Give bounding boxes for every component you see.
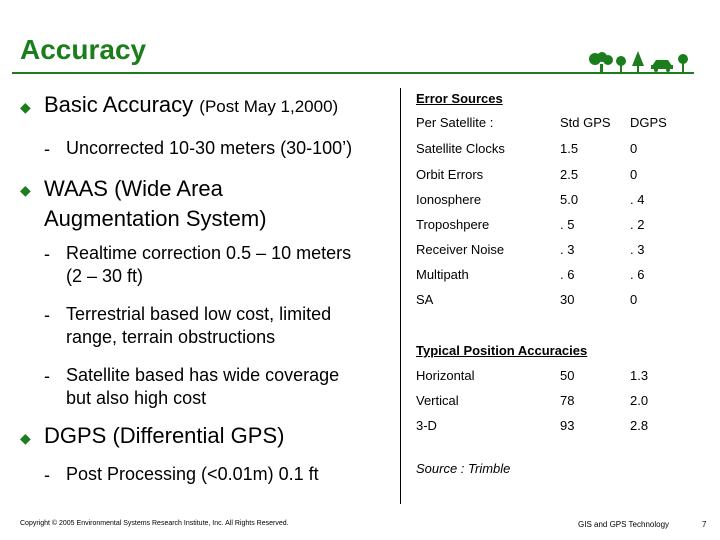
typical-cell: 2.8	[630, 418, 649, 433]
waas-item-line: Realtime correction 0.5 – 10 meters	[66, 243, 352, 263]
error-cell: 1.5	[560, 141, 579, 156]
copyright-footer: Copyright © 2005 Environmental Systems Research Institute, Inc. All Rights Reserved.	[20, 520, 289, 527]
basic-item: Uncorrected 10-30 meters (30-100’)	[66, 138, 353, 158]
error-cell: Receiver Noise	[416, 242, 505, 257]
error-header-cell: DGPS	[630, 115, 667, 130]
waas-heading-line2: Augmentation System)	[44, 206, 267, 231]
typical-cell: Horizontal	[416, 368, 475, 383]
error-cell: . 6	[630, 267, 645, 282]
waas-item	[66, 364, 339, 410]
typical-cell: 2.0	[630, 393, 649, 408]
error-cell: . 2	[630, 217, 645, 232]
error-header-cell: Std GPS	[560, 115, 611, 130]
trees-logo-icon	[588, 50, 690, 74]
source-note: Source : Trimble	[416, 461, 511, 476]
error-cell: . 3	[630, 242, 645, 257]
diamond-bullet-icon: ◆	[20, 430, 31, 446]
waas-item-line: range, terrain obstructions	[66, 327, 276, 347]
diamond-bullet-icon: ◆	[20, 182, 31, 198]
basic-accuracy-title: Basic Accuracy	[44, 92, 194, 117]
dash-marker: -	[44, 305, 50, 325]
waas-heading-line1: WAAS (Wide Area	[44, 176, 223, 201]
basic-accuracy-note: (Post May 1,2000)	[199, 97, 339, 116]
typical-cell: 1.3	[630, 368, 649, 383]
error-cell: Satellite Clocks	[416, 141, 505, 156]
waas-heading	[44, 174, 267, 234]
diamond-bullet-icon: ◆	[20, 99, 31, 115]
error-cell: 30	[560, 292, 575, 307]
error-cell: 5.0	[560, 192, 579, 207]
page-number: 7	[702, 520, 707, 529]
waas-item	[66, 303, 331, 349]
error-sources-title: Error Sources	[416, 91, 503, 106]
dash-marker: -	[44, 244, 50, 264]
error-cell: . 6	[560, 267, 575, 282]
waas-item-line: but also high cost	[66, 388, 207, 408]
error-cell: 0	[630, 141, 638, 156]
error-cell: Ionosphere	[416, 192, 482, 207]
error-cell: Multipath	[416, 267, 469, 282]
error-cell: 0	[630, 167, 638, 182]
error-cell: 2.5	[560, 167, 579, 182]
waas-item-line: Terrestrial based low cost, limited	[66, 304, 332, 324]
error-cell: . 5	[560, 217, 575, 232]
error-cell: Troposhpere	[416, 217, 490, 232]
typical-cell: 93	[560, 418, 575, 433]
waas-item-line: Satellite based has wide coverage	[66, 365, 340, 385]
typical-cell: 50	[560, 368, 575, 383]
typical-cell: 3-D	[416, 418, 437, 433]
dash-marker: -	[44, 366, 50, 386]
dash-marker: -	[44, 465, 50, 485]
waas-item	[66, 242, 351, 288]
typical-cell: Vertical	[416, 393, 459, 408]
dgps-heading: DGPS (Differential GPS)	[44, 423, 285, 448]
error-cell: . 3	[560, 242, 575, 257]
error-header-cell: Per Satellite :	[416, 115, 494, 130]
error-cell: SA	[416, 292, 434, 307]
slide-title: Accuracy	[20, 34, 147, 65]
error-cell: . 4	[630, 192, 645, 207]
column-divider	[400, 88, 401, 504]
course-footer: GIS and GPS Technology	[578, 520, 670, 529]
typical-accuracies-title: Typical Position Accuracies	[416, 343, 588, 358]
dash-marker: -	[44, 139, 50, 159]
typical-cell: 78	[560, 393, 575, 408]
error-cell: Orbit Errors	[416, 167, 484, 182]
dgps-item: Post Processing (<0.01m) 0.1 ft	[66, 464, 319, 484]
waas-item-line: (2 – 30 ft)	[66, 266, 144, 286]
basic-accuracy-heading	[44, 92, 338, 118]
error-cell: 0	[630, 292, 638, 307]
